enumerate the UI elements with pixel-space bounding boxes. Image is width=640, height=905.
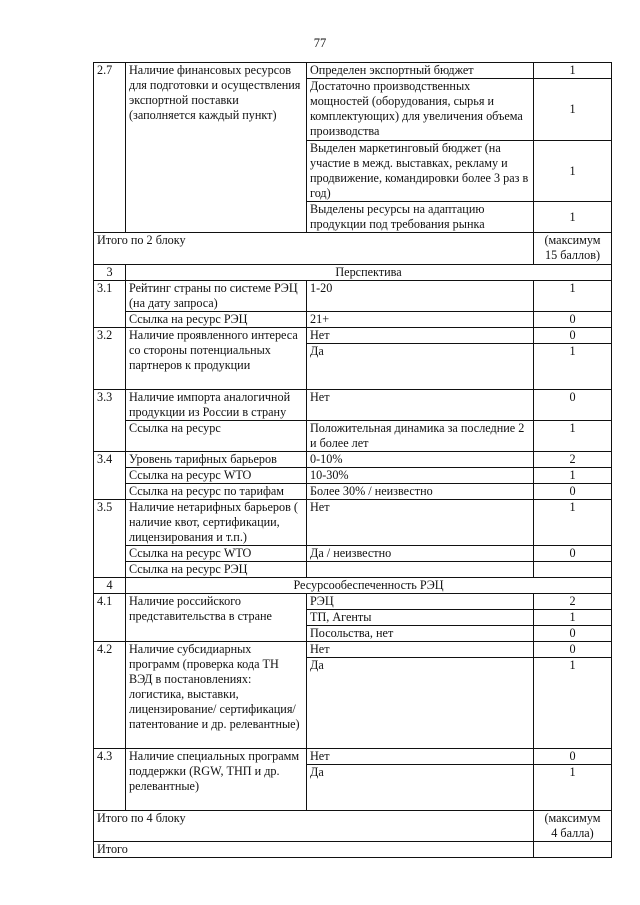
- option-cell: 10-30%: [307, 468, 534, 484]
- criterion-cell: Наличие российского представительства в стране: [126, 594, 307, 642]
- option-cell: 21+: [307, 312, 534, 328]
- max-line: (максимум: [544, 811, 601, 825]
- max-line: (максимум: [544, 233, 601, 247]
- score-cell: 1: [534, 141, 612, 202]
- option-cell: Более 30% / неизвестно: [307, 484, 534, 500]
- table-row: [94, 281, 612, 312]
- grand-total-label: Итого: [94, 842, 534, 858]
- section-number: 4: [94, 578, 126, 594]
- option-cell: Нет: [307, 328, 534, 344]
- criterion-cell: Рейтинг страны по системе РЭЦ (на дату запроса): [126, 281, 307, 312]
- table-row: [94, 312, 612, 328]
- option-cell: Положительная динамика за последние 2 и более лет: [307, 421, 534, 452]
- option-cell: 0-10%: [307, 452, 534, 468]
- score-cell: 1: [534, 79, 612, 141]
- option-cell: Нет: [307, 749, 534, 765]
- score-cell: 1: [534, 765, 612, 811]
- option-cell: ТП, Агенты: [307, 610, 534, 626]
- option-cell: Нет: [307, 642, 534, 658]
- option-cell: [307, 562, 534, 578]
- score-cell: 0: [534, 484, 612, 500]
- score-cell: 1: [534, 281, 612, 312]
- table-row: [94, 328, 612, 344]
- table-row: [94, 63, 612, 79]
- table-row: [94, 842, 612, 858]
- score-cell: 0: [534, 312, 612, 328]
- block-total-label: Итого по 2 блоку: [94, 233, 534, 265]
- table-row: [94, 500, 612, 546]
- row-number: 4.3: [94, 749, 126, 811]
- table-row: [94, 421, 612, 452]
- block-max-score: [534, 811, 612, 842]
- score-cell: 0: [534, 642, 612, 658]
- option-cell: Посольства, нет: [307, 626, 534, 642]
- score-cell: 0: [534, 546, 612, 562]
- link-cell: Ссылка на ресурс WTO: [126, 468, 307, 484]
- section-number: 3: [94, 265, 126, 281]
- option-cell: Да: [307, 344, 534, 390]
- row-number: 3.2: [94, 328, 126, 390]
- criterion-cell: Наличие импорта аналогичной продукции из России в страну: [126, 390, 307, 421]
- criterion-cell: Наличие финансовых ресурсов для подготовки и осуществления экспортной поставки (заполняется каждый пункт): [126, 63, 307, 233]
- table-row: [94, 749, 612, 765]
- criterion-cell: Наличие проявленного интереса со стороны потенциальных партнеров к продукции: [126, 328, 307, 390]
- table-row: [94, 468, 612, 484]
- criterion-cell: Наличие субсидиарных программ (проверка кода ТН ВЭД в постановлениях: логистика, выставки, лицензирование/ сертификация/ патентование и др. релевантные): [126, 642, 307, 749]
- option-cell: Нет: [307, 500, 534, 546]
- table-row: [94, 642, 612, 658]
- criterion-cell: Наличие специальных программ поддержки (RGW, ТНП и др. релевантные): [126, 749, 307, 811]
- table-row: [94, 562, 612, 578]
- option-cell: Да / неизвестно: [307, 546, 534, 562]
- score-cell: 1: [534, 610, 612, 626]
- block-max-score: [534, 233, 612, 265]
- score-cell: 1: [534, 658, 612, 749]
- criterion-cell: Уровень тарифных барьеров: [126, 452, 307, 468]
- score-cell: 0: [534, 328, 612, 344]
- grand-total-value: [534, 842, 612, 858]
- option-cell: Достаточно производственных мощностей (оборудования, сырья и комплектующих) для увеличения объема производства: [307, 79, 534, 141]
- link-cell: Ссылка на ресурс WTO: [126, 546, 307, 562]
- page-number: 77: [313, 36, 327, 50]
- table-row: [94, 546, 612, 562]
- table-row: [94, 265, 612, 281]
- score-cell: 1: [534, 468, 612, 484]
- row-number: 3.4: [94, 452, 126, 500]
- row-number: 4.2: [94, 642, 126, 749]
- score-cell: 2: [534, 594, 612, 610]
- max-line: 4 балла): [551, 826, 594, 840]
- table-row: [94, 594, 612, 610]
- score-cell: 1: [534, 421, 612, 452]
- table-row: [94, 233, 612, 265]
- row-number: 2.7: [94, 63, 126, 233]
- evaluation-table: [93, 62, 612, 858]
- score-cell: 1: [534, 202, 612, 233]
- table-row: [94, 452, 612, 468]
- option-cell: Выделены ресурсы на адаптацию продукции под требования рынка: [307, 202, 534, 233]
- max-line: 15 баллов): [544, 248, 601, 262]
- table-row: [94, 390, 612, 421]
- score-cell: 1: [534, 344, 612, 390]
- option-cell: РЭЦ: [307, 594, 534, 610]
- option-cell: Определен экспортный бюджет: [307, 63, 534, 79]
- row-number: 3.1: [94, 281, 126, 328]
- link-cell: Ссылка на ресурс РЭЦ: [126, 562, 307, 578]
- score-cell: 1: [534, 500, 612, 546]
- score-cell: 0: [534, 749, 612, 765]
- table-row: [94, 484, 612, 500]
- table-row: [94, 811, 612, 842]
- block-total-label: Итого по 4 блоку: [94, 811, 534, 842]
- option-cell: 1-20: [307, 281, 534, 312]
- criterion-cell: Наличие нетарифных барьеров ( наличие квот, сертификации, лицензирования и т.п.): [126, 500, 307, 546]
- score-cell: 1: [534, 63, 612, 79]
- row-number: 3.3: [94, 390, 126, 452]
- section-title: Перспектива: [126, 265, 612, 281]
- score-cell: 2: [534, 452, 612, 468]
- score-cell: 0: [534, 390, 612, 421]
- option-cell: Нет: [307, 390, 534, 421]
- link-cell: Ссылка на ресурс РЭЦ: [126, 312, 307, 328]
- option-cell: Да: [307, 658, 534, 749]
- row-number: 3.5: [94, 500, 126, 578]
- table-row: [94, 578, 612, 594]
- link-cell: Ссылка на ресурс по тарифам: [126, 484, 307, 500]
- link-cell: Ссылка на ресурс: [126, 421, 307, 452]
- score-cell: 0: [534, 626, 612, 642]
- score-cell: [534, 562, 612, 578]
- section-title: Ресурсообеспеченность РЭЦ: [126, 578, 612, 594]
- option-cell: Да: [307, 765, 534, 811]
- row-number: 4.1: [94, 594, 126, 642]
- option-cell: Выделен маркетинговый бюджет (на участие в межд. выставках, рекламу и продвижение, командировки более 3 раз в год): [307, 141, 534, 202]
